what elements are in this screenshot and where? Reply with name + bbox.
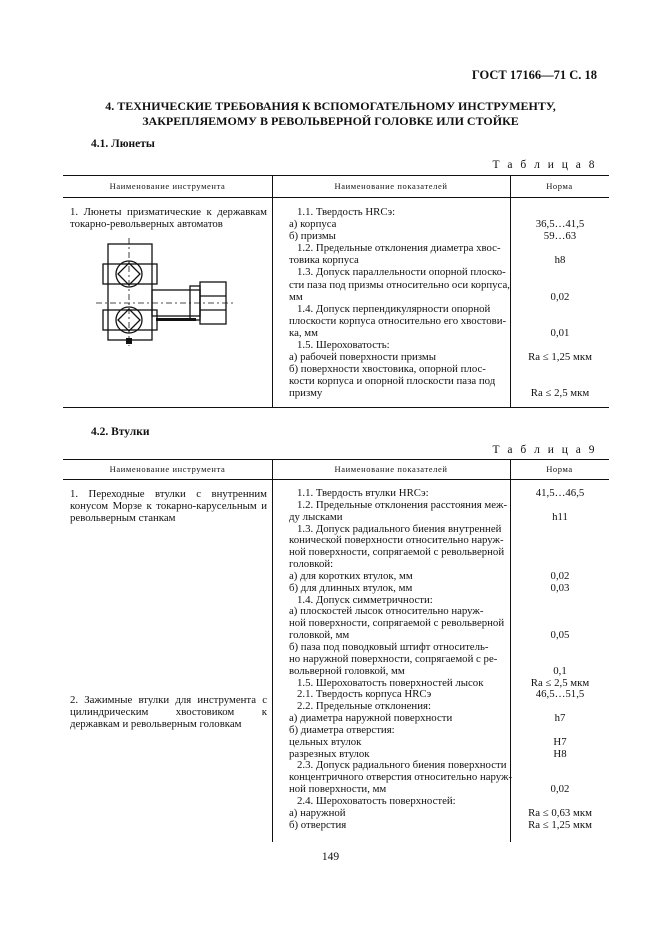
t9-line: но наружной поверхности, сопрягаемой с ре- (289, 652, 498, 665)
t8-line: ка, мм (289, 326, 318, 339)
t9-line: а) наружной (289, 806, 346, 819)
table9-tool-2: 2. Зажимные втулки для инструмента с цилиндрическим хвостовиком к державкам и револьверным головкам (70, 694, 267, 731)
t8-line: б) поверхности хвостовика, опорной плос- (289, 363, 486, 376)
t9-line: б) диаметра отверстия: (289, 723, 395, 736)
t8-line: б) призмы (289, 230, 336, 243)
table9-top-rule (63, 459, 609, 460)
t9-line: головкой: (289, 558, 334, 571)
t8-line: призму (289, 387, 323, 400)
subsection-lunettes: 4.1. Люнеты (91, 138, 155, 150)
t8-norm (511, 242, 609, 254)
t8-line: кости корпуса и опорной плоскости паза под (289, 375, 496, 388)
t9-line: 2.2. Предельные отклонения: (297, 700, 431, 713)
t8-line: мм (289, 290, 303, 303)
t8-norm (511, 303, 609, 315)
t8-norm (511, 363, 609, 375)
table8-top-rule (63, 175, 609, 176)
t8-norm: 0,01 (550, 326, 570, 339)
t9-norm (511, 595, 609, 607)
t9-norm (511, 524, 609, 536)
t9-line: б) паза под поводковый штифт относитель- (289, 640, 489, 653)
t9-norm (511, 606, 609, 618)
table8-bottom-rule (63, 407, 609, 408)
t9-line: б) отверстия (289, 818, 347, 831)
section-title-line2: ЗАКРЕПЛЯЕМОМУ В РЕВОЛЬВЕРНОЙ ГОЛОВКЕ ИЛИ СТОЙКЕ (142, 114, 519, 128)
section-title-line1: 4. ТЕХНИЧЕСКИЕ ТРЕБОВАНИЯ К ВСПОМОГАТЕЛЬНОМУ ИНСТРУМЕНТУ, (105, 99, 556, 113)
t8-line: 1.4. Допуск перпендикулярности опорной (297, 302, 491, 315)
table9-header-norm: Норма (546, 464, 573, 474)
t8-norm: 0,02 (550, 290, 570, 303)
t8-norm: 59…63 (543, 230, 577, 243)
t8-line: а) корпуса (289, 218, 337, 231)
t9-line: 1.5. Шероховатость поверхностей лысок (297, 676, 484, 689)
table9-col-divider-1 (272, 459, 273, 842)
t8-norm (511, 279, 609, 291)
table8-header-rule (63, 197, 609, 198)
subsection-bushings: 4.2. Втулки (91, 426, 150, 438)
t8-norm (511, 266, 609, 278)
t9-norm: Ra ≤ 1,25 мкм (528, 818, 592, 831)
t9-line: ной поверхности, мм (289, 783, 387, 796)
t9-norm: Ra ≤ 2,5 мкм (530, 676, 590, 689)
t9-line: цельных втулок (289, 735, 362, 748)
table9-header-tool: Наименование инструмента (109, 464, 226, 474)
page-number: 149 (321, 851, 340, 863)
table9-header-indicators: Наименование показателей (334, 464, 448, 474)
t9-norm (511, 642, 609, 654)
t8-norm: Ra ≤ 2,5 мкм (530, 387, 590, 400)
table8-header-indicators: Наименование показателей (334, 181, 448, 191)
t9-line: разрезных втулок (289, 747, 370, 760)
t9-norm (511, 796, 609, 808)
t8-line: сти паза под призмы относительно оси корпуса, (289, 278, 510, 291)
lunette-body (108, 244, 152, 340)
t9-line: ной поверхности, сопрягаемой с револьверной (289, 617, 505, 630)
table9-tool-1: 1. Переходные втулки с внутренним конусом Морзе к токарно-карусельным и револьверным станкам (70, 488, 267, 525)
t9-norm: 0,05 (550, 629, 570, 642)
t9-norm (511, 760, 609, 772)
t9-line: 2.1. Твердость корпуса HRCэ (297, 688, 432, 701)
t9-line: ной поверхности, сопрягаемой с револьверной (289, 546, 505, 559)
t9-norm: 0,02 (550, 783, 570, 796)
table9-indicators (289, 487, 513, 831)
t8-norm (511, 315, 609, 327)
table8-caption: Т а б л и ц а 8 (492, 159, 597, 171)
t9-norm (511, 547, 609, 559)
t8-norm (511, 375, 609, 387)
t9-norm: h11 (552, 510, 568, 523)
t8-norm: Ra ≤ 1,25 мкм (528, 351, 592, 364)
t8-line: 1.2. Предельные отклонения диаметра хвос- (297, 242, 501, 255)
t9-line: концентричного отверстия относительно наруж- (289, 771, 513, 784)
t9-norm: 0,03 (550, 581, 570, 594)
t9-line: 1.4. Допуск симметричности: (297, 593, 433, 606)
t8-norm: h8 (554, 254, 566, 267)
table8-header-tool: Наименование инструмента (109, 181, 226, 191)
t9-line: 1.3. Допуск радиального биения внутренней (297, 522, 502, 535)
t8-line: товика корпуса (289, 254, 359, 267)
t9-line: а) для коротких втулок, мм (289, 569, 413, 582)
t9-line: а) диаметра наружной поверхности (289, 712, 453, 725)
t9-norm: H8 (553, 747, 567, 760)
t8-line: плоскости корпуса относительно его хвостови- (289, 314, 507, 327)
table9-norms (511, 488, 609, 831)
t8-line: 1.3. Допуск параллельности опорной плоско- (297, 266, 506, 279)
t9-norm (511, 535, 609, 547)
t8-line: 1.1. Твердость HRCэ: (297, 206, 396, 218)
t9-line: конической поверхности относительно наруж- (289, 534, 504, 547)
t9-norm (511, 500, 609, 512)
t9-line: 1.1. Твердость втулки HRCэ: (297, 487, 429, 499)
t8-line: а) рабочей поверхности призмы (289, 351, 436, 364)
t8-norm: 36,5…41,5 (535, 218, 585, 231)
t9-norm (511, 654, 609, 666)
t9-norm (511, 725, 609, 737)
t9-line: головкой, мм (289, 629, 350, 642)
t8-norm (511, 339, 609, 351)
table8-col-divider-1 (272, 175, 273, 407)
t8-line: 1.5. Шероховатость: (297, 339, 390, 352)
table8-header-norm: Норма (546, 181, 573, 191)
t9-line: 2.3. Допуск радиального биения поверхности (297, 759, 507, 772)
table9-header-rule (63, 479, 609, 480)
table8-norms (511, 206, 609, 400)
t9-line: а) плоскостей лысок относительно наруж- (289, 605, 484, 618)
page-header: ГОСТ 17166—71 С. 18 (471, 68, 597, 82)
t9-line: 1.2. Предельные отклонения расстояния меж- (297, 498, 508, 511)
t9-norm: 0,1 (553, 664, 567, 677)
lunette-drawing (96, 238, 236, 350)
table8-indicators (289, 206, 510, 400)
t9-norm: H7 (553, 735, 567, 748)
t9-line: 2.4. Шероховатость поверхностей: (297, 794, 456, 807)
t9-line: ду лысками (289, 510, 343, 523)
t9-norm: 41,5…46,5 (535, 487, 585, 499)
t9-norm: h7 (554, 712, 566, 725)
t8-norm (511, 206, 609, 218)
t9-norm: 0,02 (550, 569, 570, 582)
t9-norm: Ra ≤ 0,63 мкм (528, 806, 592, 819)
t9-norm: 46,5…51,5 (535, 688, 585, 701)
table9-caption: Т а б л и ц а 9 (492, 444, 597, 456)
table8-tool-name: 1. Люнеты призматические к державкам токарно-револьверных автоматов (70, 206, 267, 231)
t9-line: б) для длинных втулок, мм (289, 581, 413, 594)
t9-line: вольверной головкой, мм (289, 664, 405, 677)
